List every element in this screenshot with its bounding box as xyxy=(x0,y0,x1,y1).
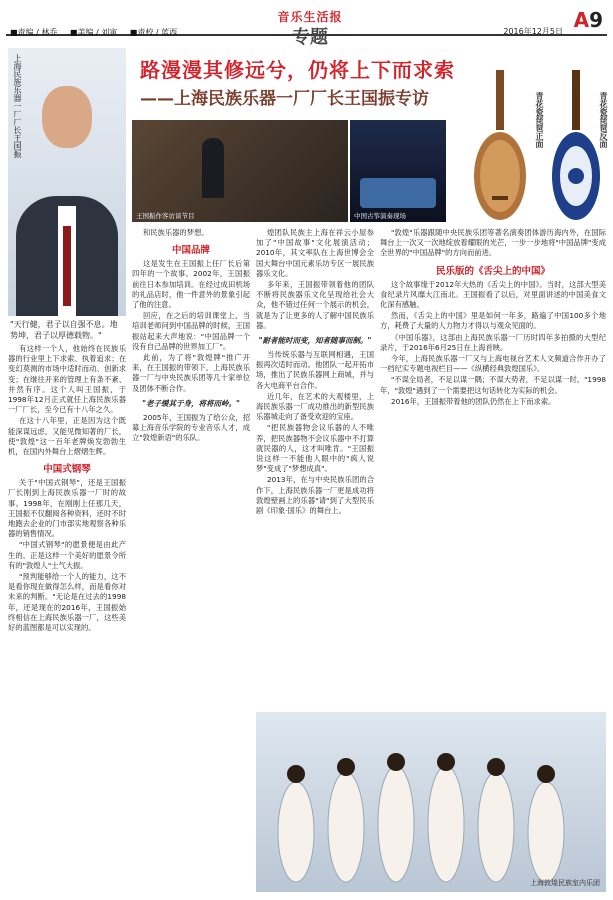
page-digit: 9 xyxy=(589,8,603,32)
pull-quote: "耐者能时而变，知者随事而制。" xyxy=(258,336,372,346)
center-photo-right xyxy=(350,120,446,222)
paragraph: 近几年，在艺术的大观楼里，上海民族乐器一厂成功推出的新型民族乐器城走向了备受欢迎的宝座。 xyxy=(256,391,374,422)
pipa-front-label: 青花瓷琵琶正面 xyxy=(535,92,544,148)
portrait-photo xyxy=(8,48,126,316)
credits xyxy=(10,27,187,38)
section-title: 专题 xyxy=(292,27,328,48)
paragraph: 当传统乐器与互联网相遇，王国振再次适时而动。他团队一起开拓市场，推出了民族乐器网上商城，并与各大电商平台合作。 xyxy=(256,350,374,390)
paragraph: "不谋全局者，不足以谋一隅；不谋大势者，不足以谋一时。"1998年，"敦煌"遇到了一个需要把这句话转化为实际的机会。 xyxy=(380,375,606,395)
paragraph: 这个故事缘于2012年大热的《舌尖上的中国》。当时，这部大型美食纪录片风靡大江南北。王国振看了以后，对里面讲述的中国美食文化深有感触。 xyxy=(380,279,606,310)
subheading: 中国式钢琴 xyxy=(43,464,91,476)
portrait-tie xyxy=(63,226,71,306)
subheading: 中国品牌 xyxy=(171,245,210,257)
paragraph: "中国式钢琴"的愿景便是由此产生的。正是这样一个美好的愿景令所有的"敦煌人"士气大振。 xyxy=(8,540,126,570)
ensemble-photo xyxy=(256,712,606,892)
speaker-figure xyxy=(202,138,224,198)
brand xyxy=(240,8,380,49)
center-photo-left xyxy=(132,120,348,222)
paragraph: 今年，上海民族乐器一厂又与上海电视台艺术人文频道合作开办了一档纪实专题电视栏目——《纵横经典敦煌国乐》。 xyxy=(380,354,606,374)
page-letter: A xyxy=(573,8,590,32)
headline-title: 路漫漫其修远兮，仍将上下而求索 xyxy=(140,58,455,82)
paragraph: 这是发生在王国振上任厂长后第四年的一个故事。2002年，王国振前往日本参加培训。在经过成田机场的礼品店时，他一件意外的景象引起了他的注意。 xyxy=(132,259,250,310)
credit-designer: ■美编 / 刘寅 xyxy=(69,28,118,37)
credit-proofreader: ■责校 / 蓝西 xyxy=(129,28,178,37)
paragraph: 然而，《舌尖上的中国》里是如何一年多，路遍了中国100多个地方，耗费了大量的人力物力才得以与观众见面的。 xyxy=(380,311,606,331)
paragraph: 有这样一个人，他始终在民族乐器的行业里上下求索、执着追求；在变幻莫测的市场中适时而动、创新求变；在继往开来的管理上有条不紊、井然有序。这个人叫王国振，于1998年12月正式就任上海民族乐器一厂厂长，至今已有十八年之久。 xyxy=(8,344,126,415)
column-2 xyxy=(132,228,250,891)
paragraph: 煌团队民族主上海在祥云小屋参加了"中国故事"文化展演活动；2010年，其文率队在上海世博会全国大舞台中国元素乐坊专区一展民族器乐文化。 xyxy=(256,228,374,278)
paragraph: "预判能够给一个人的能力，这不是看你现在做得怎么样，而是看你对未来的判断。"无论是在过去的1998年，还是现在的2016年，王国振始终相信在上海民族乐器一厂，这些美好的蓝图都是可以实现的。 xyxy=(8,572,126,633)
column-4 xyxy=(380,228,606,708)
ensemble-figures-icon xyxy=(256,712,606,892)
page-number xyxy=(574,8,603,32)
paragraph: 多年来，王国振带领着他的团队不断将民族器乐文化呈现给社会大众，他不错过任何一个展示的机会，就是为了让更多的人了解中国民族乐器。 xyxy=(256,280,374,330)
pipa-back-icon xyxy=(548,66,604,226)
paragraph: "把民族器物会议乐器的人不唯养，把民族器物不会议乐器中不打算就民器的人，这才叫唯肯。"王国振说这样一不能他人眼中的"疯人说梦"变成了"梦想成真"。 xyxy=(256,423,374,474)
paragraph: 2016年，王国振带着他的团队仍然在上下而求索。 xyxy=(390,396,556,406)
brand-logo: 音乐生活报 xyxy=(277,10,343,24)
date: 2016年12月5日 xyxy=(503,27,563,36)
credit-editor: ■责编 / 林乔 xyxy=(10,28,58,37)
paragraph: 2005年，王国振为了给公众，招募上海音乐学院的专业音乐人才，成立"敦煌新语"的乐队。 xyxy=(132,412,250,443)
portrait-caption: 上海民族乐器一厂厂长王国振 xyxy=(13,54,22,158)
pipa-front-image xyxy=(470,66,530,226)
pipa-back-label: 青花瓷琵琶反面 xyxy=(599,92,608,148)
paragraph: "敦煌"乐器跟随中央民族乐团等著名演奏团体游历海内外，在国际舞台上一次又一次地绽放着耀眼的光芒，一步一步地将"中国品牌"变成全世界的"中国品牌"的方向而前进。 xyxy=(380,228,606,258)
photo-caption: 中国古筝演奏现场 xyxy=(354,212,406,220)
paragraph: 和民族乐器的梦想。 xyxy=(142,228,209,237)
photo-caption: 王国振作客访谈节目 xyxy=(136,212,195,220)
paragraph: 关于"中国式钢琴"，还是王国振厂长刚到上海民族乐器一厂时的故事。1998年，在刚刚上任那几天，王国振不仅翻阅各种资料，还时不时地跑去企业的门市部实地观察各种乐器的销售情况。 xyxy=(8,478,126,539)
paragraph: 2013年，在与中央民族乐团的合作下，上海民族乐器一厂更是成功将敦煌壁画上的乐器"请"到了大型民乐剧《印象·国乐》的舞台上。 xyxy=(256,475,374,516)
subheading: 民乐版的《舌尖上的中国》 xyxy=(435,265,550,277)
headline-subtitle: ——上海民族乐器一厂厂长王国振专访 xyxy=(140,89,429,109)
paragraph: 此前，为了将"敦煌牌"推广开来，在王国振的带领下，上海民族乐器一厂与中央民族乐团等几十家单位及团体不断合作。 xyxy=(132,353,250,393)
pull-quote: "老子缓其于身，将将而岭。" xyxy=(142,398,240,408)
paragraph: 在这十八年里，正是因为这个既能深谋远虑，又能见微知著的厂长，使"敦煌"这一百年老牌焕发勃勃生机，在国内外舞台上熠熠生辉。 xyxy=(8,416,126,457)
paragraph: 《中国乐器》，这部由上海民族乐器一厂历时四年多拍摄的大型纪录片，于2016年6月25日在上海首映。 xyxy=(380,332,606,352)
pipa-front-icon xyxy=(470,66,530,226)
stage-figure xyxy=(360,178,436,208)
portrait-quote: "天行健，君子以自强不息。地势坤，君子以厚德载物。" xyxy=(10,320,118,340)
left-column xyxy=(8,48,126,891)
pipa-back-image xyxy=(548,66,604,226)
paragraph: 回应，在之后的培训课堂上，当培训老师问到中国品牌的时候，王国振站起来大声地说："中国品牌一个没有自己品牌的世界加工厂"。 xyxy=(132,311,250,351)
portrait-face xyxy=(42,86,92,148)
ensemble-caption: 上海敦煌民族室内乐团 xyxy=(530,879,600,887)
column-3 xyxy=(256,228,374,708)
